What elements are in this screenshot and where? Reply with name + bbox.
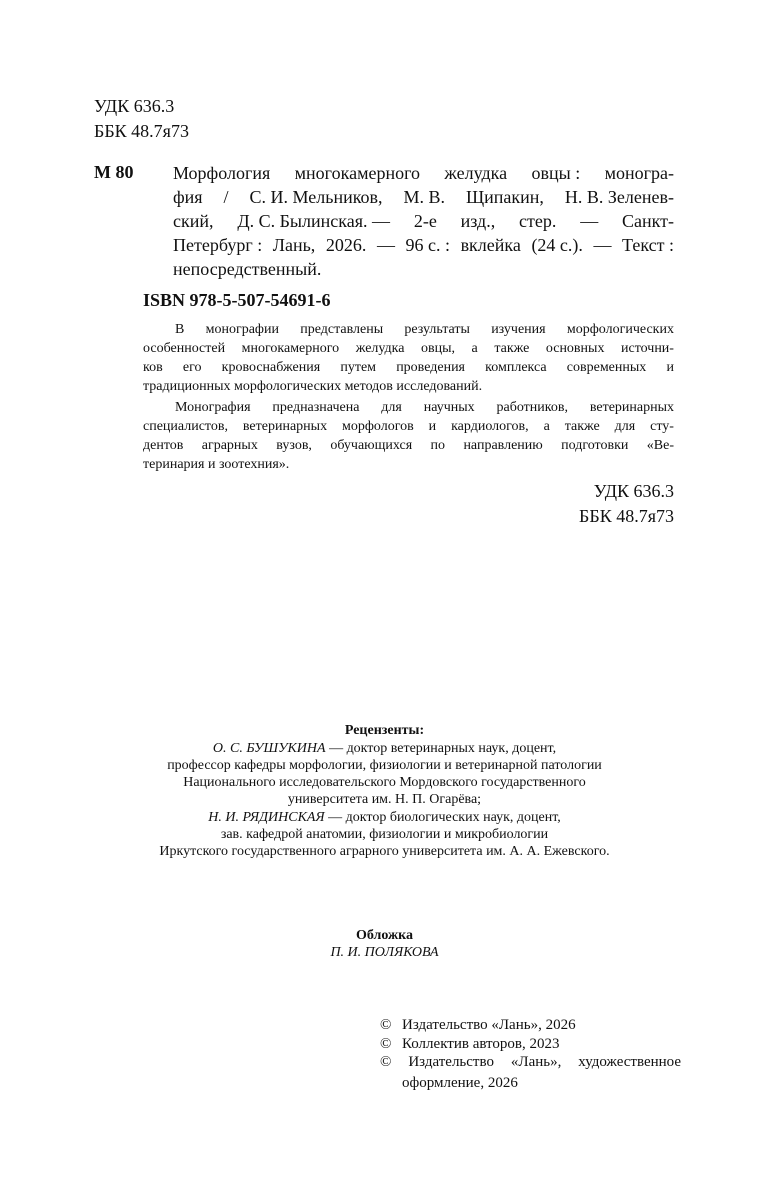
word: овцы : bbox=[531, 163, 581, 183]
reviewer-2-role: — доктор биологических наук, доцент, bbox=[324, 810, 561, 825]
word: «Ве- bbox=[646, 438, 674, 453]
word: морфологов bbox=[342, 419, 414, 434]
word: аграрных bbox=[201, 438, 258, 453]
copyright-2 bbox=[380, 1034, 560, 1054]
word: дентов bbox=[143, 438, 184, 453]
word: ветеринарных bbox=[589, 400, 674, 415]
copyright-3-line-2: оформление, 2026 bbox=[402, 1075, 518, 1091]
copyright-symbol: © bbox=[380, 1017, 392, 1033]
word: Щипакин, bbox=[465, 187, 544, 207]
word: вузов, bbox=[276, 438, 312, 453]
word: особенностей bbox=[143, 341, 226, 356]
word: Н. В. Зеленев- bbox=[564, 187, 674, 207]
word: его bbox=[182, 360, 202, 375]
word: источни- bbox=[621, 341, 674, 356]
word: а bbox=[543, 419, 550, 434]
word: ский, bbox=[173, 211, 214, 231]
word: 96 с. : bbox=[405, 235, 450, 255]
word: изучения bbox=[491, 322, 546, 337]
copyright-2-text: Коллектив авторов, 2023 bbox=[402, 1036, 560, 1052]
abstract-p1-line-3 bbox=[143, 358, 674, 377]
word: многокамерного bbox=[241, 341, 340, 356]
word: проведения bbox=[396, 360, 465, 375]
reviewer-1-line-2: профессор кафедры морфологии, физиологии и ветеринарной патологии bbox=[167, 758, 602, 773]
word: вклейка bbox=[460, 235, 521, 255]
word: для bbox=[614, 419, 636, 434]
word: желудка bbox=[355, 341, 405, 356]
word: специалистов, bbox=[143, 419, 228, 434]
bib-line-1 bbox=[173, 161, 674, 185]
bbk-code: ББК 48.7я73 bbox=[94, 121, 189, 141]
word: — bbox=[593, 235, 612, 255]
word: направлению bbox=[463, 438, 543, 453]
word: комплекса bbox=[485, 360, 547, 375]
word: — bbox=[376, 235, 395, 255]
abstract-p2-line-1 bbox=[143, 398, 674, 417]
bib-line-3 bbox=[173, 209, 674, 233]
bib-line-2 bbox=[173, 185, 674, 209]
word: по bbox=[430, 438, 446, 453]
copyright-1 bbox=[380, 1015, 576, 1035]
copyright-3-word-3: художественное bbox=[578, 1054, 681, 1070]
copyright-3 bbox=[380, 1054, 681, 1071]
word: научных bbox=[423, 400, 475, 415]
word: Д. С. Былинская. — bbox=[237, 211, 391, 231]
word: для bbox=[381, 400, 402, 415]
word: кардиологов, bbox=[451, 419, 529, 434]
word: современных bbox=[566, 360, 647, 375]
word: Монография bbox=[175, 400, 251, 415]
copyright-symbol: © bbox=[380, 1036, 392, 1052]
word: подготовки bbox=[561, 438, 629, 453]
word: монографии bbox=[205, 322, 279, 337]
word: М. В. bbox=[403, 187, 446, 207]
word: 2-е bbox=[413, 211, 437, 231]
word: В bbox=[175, 322, 185, 337]
word: Морфология bbox=[173, 163, 271, 183]
reviewer-1-line-3: Национального исследовательского Мордовского государственного bbox=[183, 775, 586, 790]
abstract-p2-line-4: теринария и зоотехния». bbox=[143, 457, 290, 472]
word: Лань, bbox=[272, 235, 316, 255]
copyright-3-word-2: «Лань», bbox=[510, 1054, 562, 1070]
word: овцы, bbox=[420, 341, 455, 356]
udk-code: УДК 636.3 bbox=[94, 96, 175, 116]
abstract-p1-line-1 bbox=[143, 320, 674, 339]
cover-designer: П. И. ПОЛЯКОВА bbox=[330, 945, 439, 960]
word: 2026. bbox=[325, 235, 367, 255]
word: Петербург : bbox=[173, 235, 263, 255]
word: Текст : bbox=[622, 235, 674, 255]
word: путем bbox=[340, 360, 377, 375]
bib-line-5: непосредственный. bbox=[173, 259, 322, 279]
reviewer-1-line-4: университета им. Н. П. Огарёва; bbox=[287, 792, 482, 807]
word: стер. bbox=[519, 211, 557, 231]
word: результаты bbox=[404, 322, 470, 337]
word: — bbox=[580, 211, 599, 231]
word: многокамерного bbox=[294, 163, 421, 183]
bib-line-4 bbox=[173, 233, 674, 257]
cover-title: Обложка bbox=[355, 928, 414, 943]
word: Санкт- bbox=[622, 211, 674, 231]
reviewer-2-line-2: зав. кафедрой анатомии, физиологии и микробиологии bbox=[220, 827, 549, 842]
word: (24 с.). bbox=[531, 235, 583, 255]
reviewer-2-line-3: Иркутского государственного аграрного университета им. А. А. Ежевского. bbox=[159, 844, 610, 859]
abstract-p1-line-2 bbox=[143, 339, 674, 358]
word: также bbox=[564, 419, 600, 434]
word: желудка bbox=[444, 163, 508, 183]
word: кровоснабжения bbox=[221, 360, 321, 375]
word: изд., bbox=[460, 211, 496, 231]
word: ков bbox=[143, 360, 163, 375]
abstract-p2-line-3 bbox=[143, 436, 674, 455]
word: основных bbox=[545, 341, 605, 356]
word: предназначена bbox=[272, 400, 360, 415]
word: С. И. Мельников, bbox=[249, 187, 383, 207]
reviewer-2-line-1 bbox=[0, 809, 769, 827]
bbk-code-right: ББК 48.7я73 bbox=[579, 506, 674, 526]
word: работников, bbox=[496, 400, 568, 415]
word: обучающихся bbox=[330, 438, 413, 453]
word: а bbox=[471, 341, 478, 356]
author-mark: М 80 bbox=[94, 162, 134, 182]
word: представлены bbox=[300, 322, 384, 337]
reviewer-1-name: О. С. БУШУКИНА bbox=[212, 741, 326, 756]
reviewer-1-role: — доктор ветеринарных наук, доцент, bbox=[325, 741, 557, 756]
isbn: ISBN 978-5-507-54691-6 bbox=[143, 290, 331, 310]
copyright-symbol: © bbox=[380, 1054, 392, 1070]
copyright-3-word-1: Издательство bbox=[408, 1054, 494, 1070]
word: / bbox=[223, 187, 229, 207]
word: и bbox=[428, 419, 437, 434]
copyright-1-text: Издательство «Лань», 2026 bbox=[402, 1017, 576, 1033]
udk-code-right: УДК 636.3 bbox=[593, 481, 674, 501]
reviewer-2-name: Н. И. РЯДИНСКАЯ bbox=[208, 810, 325, 825]
abstract-p2-line-2 bbox=[143, 417, 674, 436]
word: морфологических bbox=[566, 322, 674, 337]
reviewer-1-line-1 bbox=[0, 740, 769, 758]
reviewers-title: Рецензенты: bbox=[344, 723, 425, 738]
word: и bbox=[666, 360, 674, 375]
word: моногра- bbox=[604, 163, 674, 183]
word: фия bbox=[173, 187, 203, 207]
word: сту- bbox=[650, 419, 674, 434]
abstract-p1-line-4: традиционных морфологических методов исследований. bbox=[143, 379, 483, 394]
word: ветеринарных bbox=[242, 419, 328, 434]
word: также bbox=[494, 341, 530, 356]
